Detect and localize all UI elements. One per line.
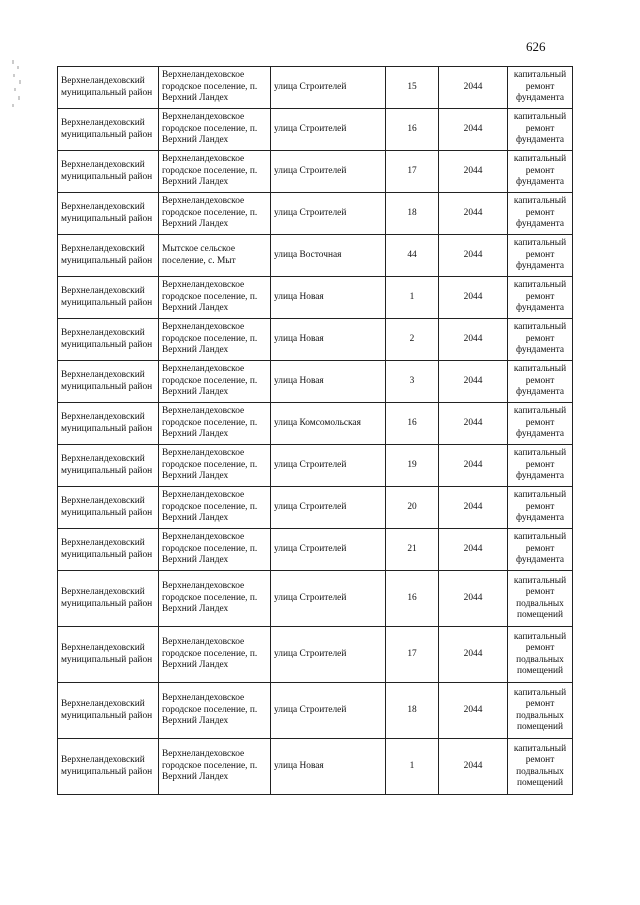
house-number-cell: 17	[386, 151, 439, 193]
street-cell: улица Строителей	[271, 193, 386, 235]
table-body	[58, 67, 573, 795]
settlement-cell: Верхнеландеховское городское поселение, п. Верхний Ландех	[159, 319, 271, 361]
district-cell: Верхнеландеховский муниципальный район	[58, 109, 159, 151]
table-row	[58, 277, 573, 319]
street-cell: улица Строителей	[271, 627, 386, 683]
year-cell: 2044	[439, 109, 508, 151]
table-row	[58, 361, 573, 403]
district-cell: Верхнеландеховский муниципальный район	[58, 67, 159, 109]
year-cell: 2044	[439, 193, 508, 235]
settlement-cell: Верхнеландеховское городское поселение, п. Верхний Ландех	[159, 151, 271, 193]
house-number-cell: 1	[386, 277, 439, 319]
year-cell: 2044	[439, 529, 508, 571]
work-type-cell: капитальный ремонт фундамента	[508, 151, 573, 193]
street-cell: улица Строителей	[271, 683, 386, 739]
work-type-cell: капитальный ремонт фундамента	[508, 529, 573, 571]
house-number-cell: 18	[386, 683, 439, 739]
settlement-cell: Верхнеландеховское городское поселение, п. Верхний Ландех	[159, 361, 271, 403]
work-type-cell: капитальный ремонт подвальных помещений	[508, 627, 573, 683]
work-type-cell: капитальный ремонт подвальных помещений	[508, 739, 573, 795]
table-row	[58, 151, 573, 193]
settlement-cell: Верхнеландеховское городское поселение, п. Верхний Ландех	[159, 109, 271, 151]
street-cell: улица Новая	[271, 739, 386, 795]
street-cell: улица Строителей	[271, 487, 386, 529]
table-row	[58, 683, 573, 739]
work-type-cell: капитальный ремонт фундамента	[508, 109, 573, 151]
street-cell: улица Новая	[271, 319, 386, 361]
settlement-cell: Верхнеландеховское городское поселение, п. Верхний Ландех	[159, 739, 271, 795]
work-type-cell: капитальный ремонт подвальных помещений	[508, 571, 573, 627]
house-number-cell: 18	[386, 193, 439, 235]
house-number-cell: 16	[386, 571, 439, 627]
settlement-cell: Верхнеландеховское городское поселение, п. Верхний Ландех	[159, 571, 271, 627]
district-cell: Верхнеландеховский муниципальный район	[58, 151, 159, 193]
work-type-cell: капитальный ремонт фундамента	[508, 403, 573, 445]
settlement-cell: Верхнеландеховское городское поселение, п. Верхний Ландех	[159, 487, 271, 529]
house-number-cell: 17	[386, 627, 439, 683]
year-cell: 2044	[439, 627, 508, 683]
district-cell: Верхнеландеховский муниципальный район	[58, 627, 159, 683]
year-cell: 2044	[439, 277, 508, 319]
house-number-cell: 16	[386, 109, 439, 151]
district-cell: Верхнеландеховский муниципальный район	[58, 361, 159, 403]
district-cell: Верхнеландеховский муниципальный район	[58, 739, 159, 795]
settlement-cell: Верхнеландеховское городское поселение, п. Верхний Ландех	[159, 403, 271, 445]
year-cell: 2044	[439, 151, 508, 193]
table-row	[58, 67, 573, 109]
settlement-cell: Верхнеландеховское городское поселение, п. Верхний Ландех	[159, 683, 271, 739]
table-row	[58, 235, 573, 277]
work-type-cell: капитальный ремонт фундамента	[508, 67, 573, 109]
table-row	[58, 403, 573, 445]
settlement-cell: Верхнеландеховское городское поселение, п. Верхний Ландех	[159, 627, 271, 683]
street-cell: улица Строителей	[271, 445, 386, 487]
district-cell: Верхнеландеховский муниципальный район	[58, 683, 159, 739]
street-cell: улица Строителей	[271, 109, 386, 151]
house-number-cell: 3	[386, 361, 439, 403]
street-cell: улица Восточная	[271, 235, 386, 277]
year-cell: 2044	[439, 571, 508, 627]
year-cell: 2044	[439, 445, 508, 487]
district-cell: Верхнеландеховский муниципальный район	[58, 571, 159, 627]
year-cell: 2044	[439, 403, 508, 445]
street-cell: улица Строителей	[271, 151, 386, 193]
table-row	[58, 109, 573, 151]
house-number-cell: 2	[386, 319, 439, 361]
page-number: 626	[526, 39, 546, 54]
table-row	[58, 529, 573, 571]
house-number-cell: 20	[386, 487, 439, 529]
street-cell: улица Строителей	[271, 571, 386, 627]
year-cell: 2044	[439, 487, 508, 529]
district-cell: Верхнеландеховский муниципальный район	[58, 193, 159, 235]
street-cell: улица Комсомольская	[271, 403, 386, 445]
house-number-cell: 16	[386, 403, 439, 445]
table-row	[58, 445, 573, 487]
settlement-cell: Верхнеландеховское городское поселение, п. Верхний Ландех	[159, 445, 271, 487]
settlement-cell: Верхнеландеховское городское поселение, п. Верхний Ландех	[159, 193, 271, 235]
work-type-cell: капитальный ремонт фундамента	[508, 319, 573, 361]
work-type-cell: капитальный ремонт подвальных помещений	[508, 683, 573, 739]
table-row	[58, 739, 573, 795]
work-type-cell: капитальный ремонт фундамента	[508, 445, 573, 487]
district-cell: Верхнеландеховский муниципальный район	[58, 235, 159, 277]
work-type-cell: капитальный ремонт фундамента	[508, 361, 573, 403]
house-number-cell: 21	[386, 529, 439, 571]
house-number-cell: 15	[386, 67, 439, 109]
settlement-cell: Мытское сельское поселение, с. Мыт	[159, 235, 271, 277]
year-cell: 2044	[439, 683, 508, 739]
table-row	[58, 571, 573, 627]
district-cell: Верхнеландеховский муниципальный район	[58, 529, 159, 571]
repair-schedule-table	[57, 66, 573, 795]
work-type-cell: капитальный ремонт фундамента	[508, 277, 573, 319]
district-cell: Верхнеландеховский муниципальный район	[58, 487, 159, 529]
settlement-cell: Верхнеландеховское городское поселение, п. Верхний Ландех	[159, 67, 271, 109]
margin-scan-marks	[10, 58, 24, 118]
table-row	[58, 487, 573, 529]
street-cell: улица Новая	[271, 361, 386, 403]
work-type-cell: капитальный ремонт фундамента	[508, 487, 573, 529]
work-type-cell: капитальный ремонт фундамента	[508, 193, 573, 235]
table-row	[58, 627, 573, 683]
year-cell: 2044	[439, 67, 508, 109]
house-number-cell: 1	[386, 739, 439, 795]
district-cell: Верхнеландеховский муниципальный район	[58, 319, 159, 361]
street-cell: улица Строителей	[271, 529, 386, 571]
year-cell: 2044	[439, 319, 508, 361]
house-number-cell: 19	[386, 445, 439, 487]
year-cell: 2044	[439, 235, 508, 277]
table-row	[58, 319, 573, 361]
street-cell: улица Новая	[271, 277, 386, 319]
district-cell: Верхнеландеховский муниципальный район	[58, 445, 159, 487]
year-cell: 2044	[439, 739, 508, 795]
settlement-cell: Верхнеландеховское городское поселение, п. Верхний Ландех	[159, 277, 271, 319]
street-cell: улица Строителей	[271, 67, 386, 109]
district-cell: Верхнеландеховский муниципальный район	[58, 403, 159, 445]
district-cell: Верхнеландеховский муниципальный район	[58, 277, 159, 319]
house-number-cell: 44	[386, 235, 439, 277]
table-row	[58, 193, 573, 235]
year-cell: 2044	[439, 361, 508, 403]
settlement-cell: Верхнеландеховское городское поселение, п. Верхний Ландех	[159, 529, 271, 571]
work-type-cell: капитальный ремонт фундамента	[508, 235, 573, 277]
